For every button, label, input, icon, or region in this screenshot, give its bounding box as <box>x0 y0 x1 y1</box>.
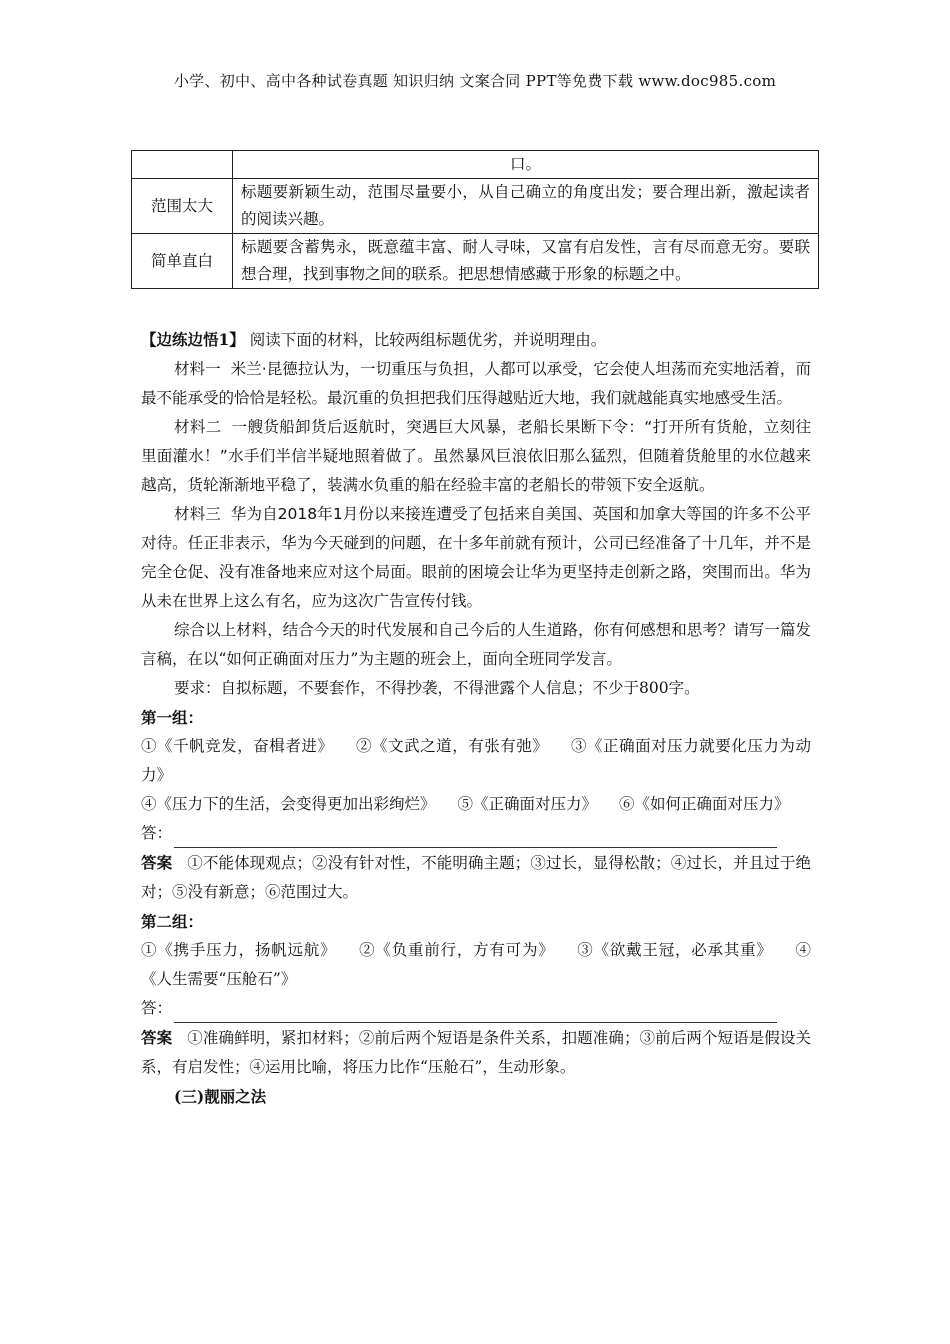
row-label: 简单直白 <box>132 234 233 289</box>
group1-answer-prompt <box>141 819 811 848</box>
group2-answer-prompt <box>141 994 811 1023</box>
table-row <box>132 151 819 179</box>
writing-requirement: 要求：自拟标题，不要套作，不得抄袭，不得泄露个人信息；不少于800字。 <box>174 679 700 697</box>
group1-options-line2 <box>141 790 811 819</box>
material-label: 材料一 <box>174 360 221 378</box>
group2-options-line1 <box>141 936 811 994</box>
answer-prompt-label: 答： <box>141 999 173 1017</box>
material-text: 华为自2018年1月份以来接连遭受了包括来自美国、英国和加拿大等国的许多不公平对待。任正非表示，华为今天碰到的问题，在十多年前就有预计，公司已经准备了十几年，并不是完全仓促、没有准备地来应对这个局面。眼前的困境会让华为更坚持走创新之路，突围而出。华为从未在世界上这么有名，应为这次广告宣传付钱。 <box>141 505 811 610</box>
group1-title: 第一组： <box>141 708 204 727</box>
row-text: 标题要新颖生动，范围尽量要小，从自己确立的角度出发；要合理出新，激起读者的阅读兴趣。 <box>233 179 819 234</box>
writing-prompt: 综合以上材料，结合今天的时代发展和自己今后的人生道路，你有何感想和思考？请写一篇发言稿，在以“如何正确面对压力”为主题的班会上，面向全班同学发言。 <box>141 621 811 668</box>
title-option: ⑤《正确面对压力》 <box>457 795 598 813</box>
material-text: 米兰·昆德拉认为，一切重压与负担，人都可以承受，它会使人坦荡而充实地活着，而最不能承受的恰恰是轻松。最沉重的负担把我们压得越贴近大地，我们就越能真实地感受生活。 <box>141 360 811 407</box>
table-row <box>132 234 819 289</box>
section-heading: (三)靓丽之法 <box>174 1087 267 1106</box>
material-label: 材料二 <box>174 418 222 436</box>
title-option: ③《欲戴王冠，必承其重》 <box>576 941 773 959</box>
page-header: 小学、初中、高中各种试卷真题 知识归纳 文案合同 PPT等免费下载 www.doc985.com <box>173 72 777 90</box>
answer-label: 答案 <box>141 853 173 872</box>
title-option: ④《压力下的生活，会变得更加出彩绚烂》 <box>141 795 436 813</box>
group1-answer <box>141 848 811 907</box>
main-content <box>141 325 811 1111</box>
material-paragraph <box>141 500 811 616</box>
table-row <box>132 179 819 234</box>
answer-prompt-label: 答： <box>141 824 173 842</box>
group1-options-line1 <box>141 732 811 790</box>
title-option: ③《正确面对压力就要化压力为动力》 <box>141 737 811 784</box>
title-option: ①《携手压力，扬帆远航》 <box>141 941 337 959</box>
exercise-instruction: 阅读下面的材料，比较两组标题优劣，并说明理由。 <box>249 331 607 349</box>
answer-label: 答案 <box>141 1028 173 1047</box>
material-paragraph <box>141 413 811 500</box>
title-rules-table <box>131 150 819 289</box>
title-option: ④《人生需要“压舱石”》 <box>141 941 811 988</box>
title-option: ②《文武之道，有张有弛》 <box>355 737 549 755</box>
material-text: 一艘货船卸货后返航时，突遇巨大风暴，老船长果断下令：“打开所有货舱，立刻往里面灌水！”水手们半信半疑地照着做了。虽然暴风巨浪依旧那么猛烈，但随着货舱里的水位越来越高，货轮渐渐地平稳了，装满水负重的船在经验丰富的老船长的带领下安全返航。 <box>141 418 811 494</box>
answer-line[interactable] <box>174 1004 777 1023</box>
exercise-label: 【边练边悟1】 <box>141 330 245 349</box>
material-paragraph <box>141 355 811 413</box>
group2-title: 第二组： <box>141 912 204 931</box>
row-label <box>132 151 233 179</box>
row-text: 标题要含蓄隽永，既意蕴丰富、耐人寻味，又富有启发性，言有尽而意无穷。要联想合理，找到事物之间的联系。把思想情感藏于形象的标题之中。 <box>233 234 819 289</box>
answer-text: ①不能体现观点；②没有针对性，不能明确主题；③过长，显得松散；④过长，并且过于绝对；⑤没有新意；⑥范围过大。 <box>141 854 811 901</box>
exercise-intro <box>141 325 811 355</box>
row-label: 范围太大 <box>132 179 233 234</box>
title-option: ⑥《如何正确面对压力》 <box>619 795 790 813</box>
title-option: ①《千帆竞发，奋楫者进》 <box>141 737 334 755</box>
answer-text: ①准确鲜明，紧扣材料；②前后两个短语是条件关系，扣题准确；③前后两个短语是假设关系，有启发性；④运用比喻，将压力比作“压舱石”，生动形象。 <box>141 1029 811 1076</box>
title-option: ②《负重前行，方有可为》 <box>358 941 555 959</box>
group2-answer <box>141 1023 811 1082</box>
row-text: 口。 <box>233 151 819 179</box>
material-label: 材料三 <box>174 505 221 523</box>
answer-line[interactable] <box>174 829 777 848</box>
